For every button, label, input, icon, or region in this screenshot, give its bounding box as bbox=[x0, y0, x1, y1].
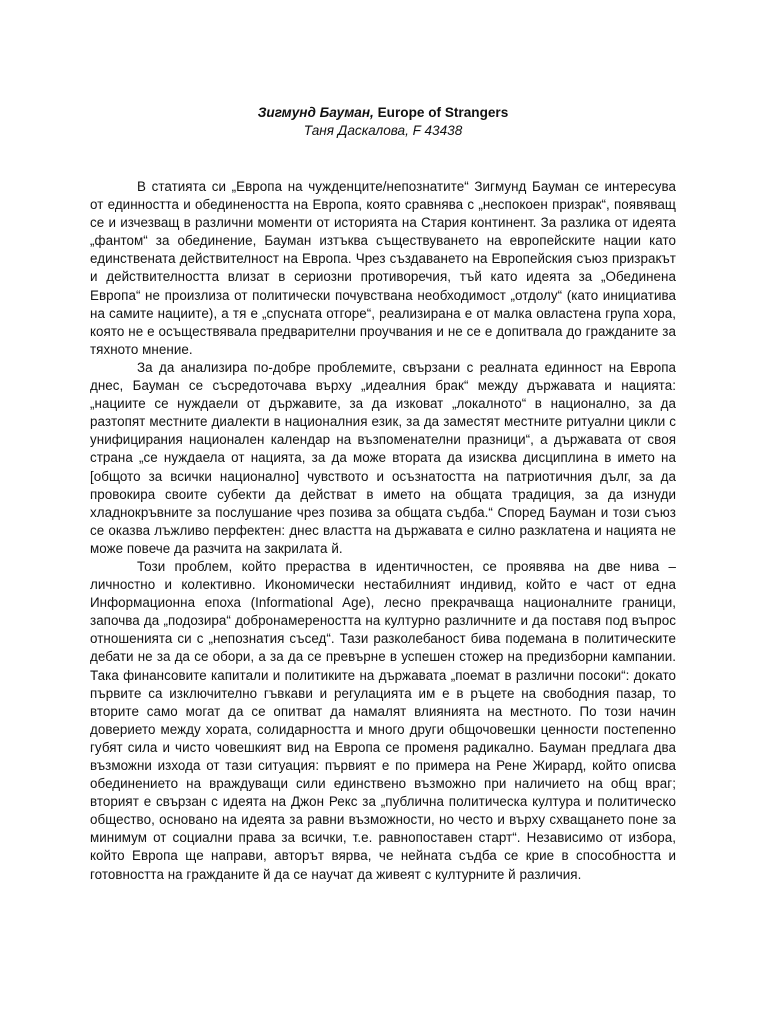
author-name: Зигмунд Бауман, bbox=[257, 105, 374, 120]
document-page bbox=[90, 104, 676, 884]
paragraph-2: За да анализира по-добре проблемите, свързани с реалната единност на Европа днес, Бауман се съсредоточава върху „идеалния брак“ между държавата и нацията: „нациите се нуждаели от държавите, за да изковат „локалното“ в национално, за да разтопят местните диалекти в националния език, за да заместят местните ритуални цикли с унифицирания национален календар на възпоменателни празници“, а държавата от своя страна „се нуждаела от нацията, за да може втората да изисква дисциплина в името на [общото за всички национално] чувството и осъзнатостта на патриотичния дълг, за да провокира своите субекти да действат в името на общата традиция, за да изнуди хладнокръвните за послушание чрез позива за общата съдба.“ Според Бауман и този съюз се оказва лъжливо перфектен: днес властта на държавата е силно разклатена и нацията не може повече да разчита на закрилата й. bbox=[90, 359, 676, 556]
work-title: Europe of Strangers bbox=[377, 105, 509, 120]
document-title bbox=[90, 104, 676, 122]
paragraph-1: В статията си „Европа на чужденците/непознатите“ Зигмунд Бауман се интересува от единността и обединеността на Европа, която сравнява с „неспокоен призрак“, появяващ се и изчезващ в различни моменти от историята на Стария континент. За разлика от идеята „фантом“ за обединение, Бауман изтъква съществуването на европейските нации като единствената действителност на Европа. Чрез създаването на Европейския съюз призракът и действителността влизат в сериозни противоречия, тъй като идеята за „Обединена Европа“ не произлиза от политически почувствана необходимост „отдолу“ (като инициатива на самите нациите), а тя е „спусната отгоре“, реализирана е от малка овластена група хора, която не е осъществявала предварителни проучвания и не се е допитвала до гражданите за тяхното мнение. bbox=[90, 179, 676, 357]
paragraph-3: Този проблем, който прераства в идентичностен, се проявява на две нива – личностно и колективно. Икономически нестабилният индивид, който е част от една Информационна епоха (Informational Age), лесно прекрачваща националните граници, започва да „подозира“ добронамереността на културно различните и да поставя под въпрос отношенията си с „непознатия съсед“. Тази разколебаност бива подемана в политическите дебати не за да се обори, а за да се превърне в успешен стожер на предизборни кампании. Така финансовите капитали и политиките на държавата „поемат в различни посоки“: докато първите са изключително гъвкави и регулацията им е в ръцете на свободния пазар, то вторите само могат да се опитват да намалят влиянията на местното. По този начин доверието между хората, солидарността и много други общочовешки ценности постепенно губят сила и чисто човешкият вид на Европа се променя радикално. Бауман предлага два възможни изхода от тази ситуация: първият е по примера на Рене Жирард, който описва обединението на враждуващи сили единствено възможно при наличието на общ враг; вторият е свързан с идеята на Джон Рекс за „публична политическа култура и политическо общество, основано на идеята за равни възможности, но често и върху схващането поне за минимум от социални права за всички, т.е. равнопоставен старт“. Независимо от избора, който Европа ще направи, авторът вярва, че нейната съдба се крие в способността и готовността на гражданите й да се научат да живеят с културните й различия. bbox=[90, 558, 676, 882]
document-body bbox=[90, 178, 676, 884]
byline: Таня Даскалова, F 43438 bbox=[303, 123, 463, 138]
